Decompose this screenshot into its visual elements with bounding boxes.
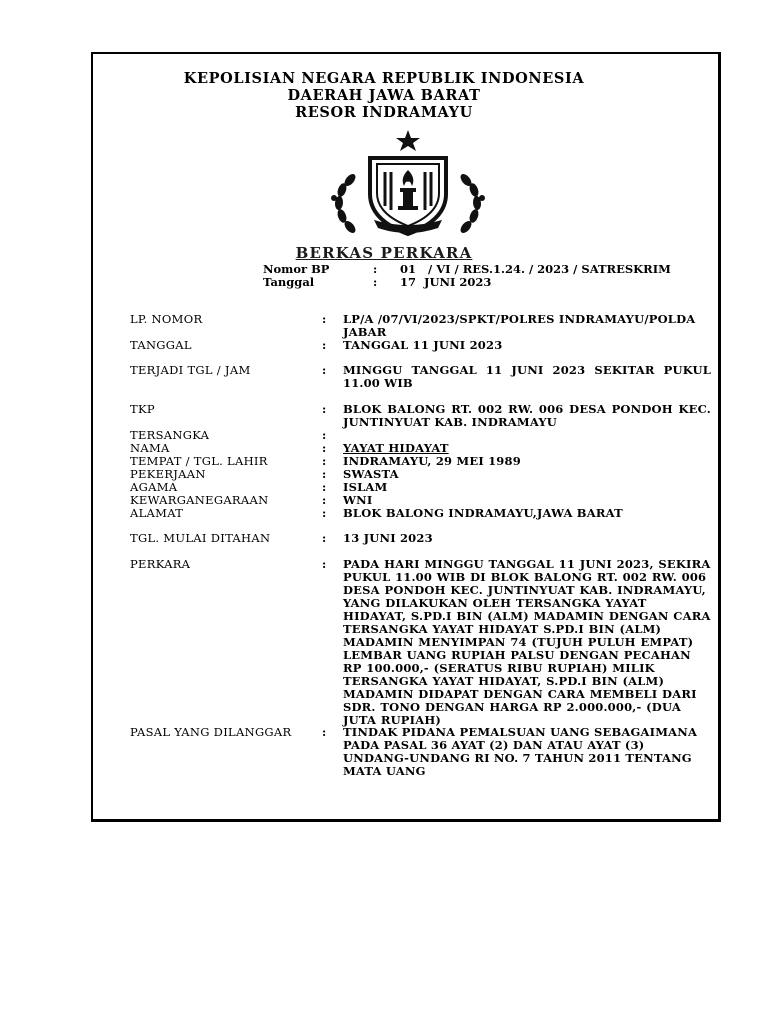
ditahan-separator: : bbox=[322, 531, 327, 545]
pasal-value: TINDAK PIDANA PEMALSUAN UANG SEBAGAIMANA PADA PASAL 36 AYAT (2) DAN ATAU AYAT (3) UNDANG-UNDANG RI NO. 7 TAHUN 2011 TENTANG MATA UANG bbox=[343, 725, 698, 778]
tanggal-separator: : bbox=[322, 338, 327, 352]
pekerjaan-label: PEKERJAAN bbox=[130, 467, 206, 481]
tkp-separator: : bbox=[322, 402, 327, 416]
tanggal-meta-value: 17 JUNI 2023 bbox=[400, 275, 492, 289]
ditahan-value: 13 JUNI 2023 bbox=[343, 531, 433, 545]
agama-value: ISLAM bbox=[343, 480, 388, 494]
nomor-bp-label: Nomor BP bbox=[263, 262, 330, 276]
alamat-label: ALAMAT bbox=[130, 506, 184, 520]
nama-value: YAYAT HIDAYAT bbox=[343, 441, 449, 455]
nomor-bp-value: 01 / VI / RES.1.24. / 2023 / SATRESKRIM bbox=[400, 262, 671, 276]
tanggal-value: TANGGAL 11 JUNI 2023 bbox=[343, 338, 503, 352]
pasal-label: PASAL YANG DILANGGAR bbox=[130, 725, 292, 739]
terjadi-separator: : bbox=[322, 363, 327, 377]
header-line-3: RESOR INDRAMAYU bbox=[295, 104, 473, 121]
kewarganegaraan-value: WNI bbox=[343, 493, 373, 507]
perkara-separator: : bbox=[322, 557, 327, 571]
ttl-label: TEMPAT / TGL. LAHIR bbox=[130, 454, 268, 468]
tanggal-label: TANGGAL bbox=[130, 338, 192, 352]
agama-label: AGAMA bbox=[130, 480, 178, 494]
tersangka-label: TERSANGKA bbox=[130, 428, 210, 442]
document-title: BERKAS PERKARA bbox=[295, 244, 473, 262]
tanggal-meta-separator: : bbox=[373, 275, 378, 289]
alamat-separator: : bbox=[322, 506, 327, 520]
alamat-value: BLOK BALONG INDRAMAYU,JAWA BARAT bbox=[343, 506, 623, 520]
ditahan-label: TGL. MULAI DITAHAN bbox=[130, 531, 271, 545]
header-line-1: KEPOLISIAN NEGARA REPUBLIK INDONESIA bbox=[183, 70, 585, 87]
perkara-value: PADA HARI MINGGU TANGGAL 11 JUNI 2023, SEKIRA PUKUL 11.00 WIB DI BLOK BALONG RT. 002 RW. 006 DESA PONDOH KEC. JUNTINYUAT KAB. INDRAMAYU, YANG DILAKUKAN OLEH TERSANGKA YAYAT HIDAYAT, S.PD.I BIN (ALM) MADAMIN DENGAN CARA TERSANGKA YAYAT HIDAYAT S.PD.I BIN (ALM) MADAMIN MENYIMPAN 74 (TUJUH PULUH EMPAT) LEMBAR UANG RUPIAH PALSU DENGAN PECAHAN RP 100.000,- (SERATUS RIBU RUPIAH) MILIK TERSANGKA YAYAT HIDAYAT, S.PD.I BIN (ALM) MADAMIN DIDAPAT DENGAN CARA MEMBELI DARI SDR. TONO DENGAN HARGA RP 2.000.000,- (DUA JUTA RUPIAH) bbox=[343, 557, 711, 727]
tkp-label: TKP bbox=[130, 402, 155, 416]
terjadi-value: MINGGU TANGGAL 11 JUNI 2023 SEKITAR PUKUL 11.00 WIB bbox=[343, 363, 711, 390]
lp-nomor-label: LP. NOMOR bbox=[130, 312, 203, 326]
pekerjaan-separator: : bbox=[322, 467, 327, 481]
polri-emblem-icon bbox=[330, 128, 486, 240]
tkp-value: BLOK BALONG RT. 002 RW. 006 DESA PONDOH KEC. JUNTINYUAT KAB. INDRAMAYU bbox=[343, 402, 711, 429]
nama-separator: : bbox=[322, 441, 327, 455]
lp-nomor-separator: : bbox=[322, 312, 327, 326]
tersangka-separator: : bbox=[322, 428, 327, 442]
nama-label: NAMA bbox=[130, 441, 170, 455]
kewarganegaraan-label: KEWARGANEGARAAN bbox=[130, 493, 269, 507]
terjadi-label: TERJADI TGL / JAM bbox=[130, 363, 251, 377]
kewarganegaraan-separator: : bbox=[322, 493, 327, 507]
lp-nomor-value: LP/A /07/VI/2023/SPKT/POLRES INDRAMAYU/POLDA JABAR bbox=[343, 312, 696, 339]
ttl-value: INDRAMAYU, 29 MEI 1989 bbox=[343, 454, 521, 468]
pekerjaan-value: SWASTA bbox=[343, 467, 399, 481]
perkara-label: PERKARA bbox=[130, 557, 191, 571]
agama-separator: : bbox=[322, 480, 327, 494]
tanggal-meta-label: Tanggal bbox=[263, 275, 315, 289]
ttl-separator: : bbox=[322, 454, 327, 468]
header-line-2: DAERAH JAWA BARAT bbox=[287, 87, 481, 104]
pasal-separator: : bbox=[322, 725, 327, 739]
nomor-bp-separator: : bbox=[373, 262, 378, 276]
